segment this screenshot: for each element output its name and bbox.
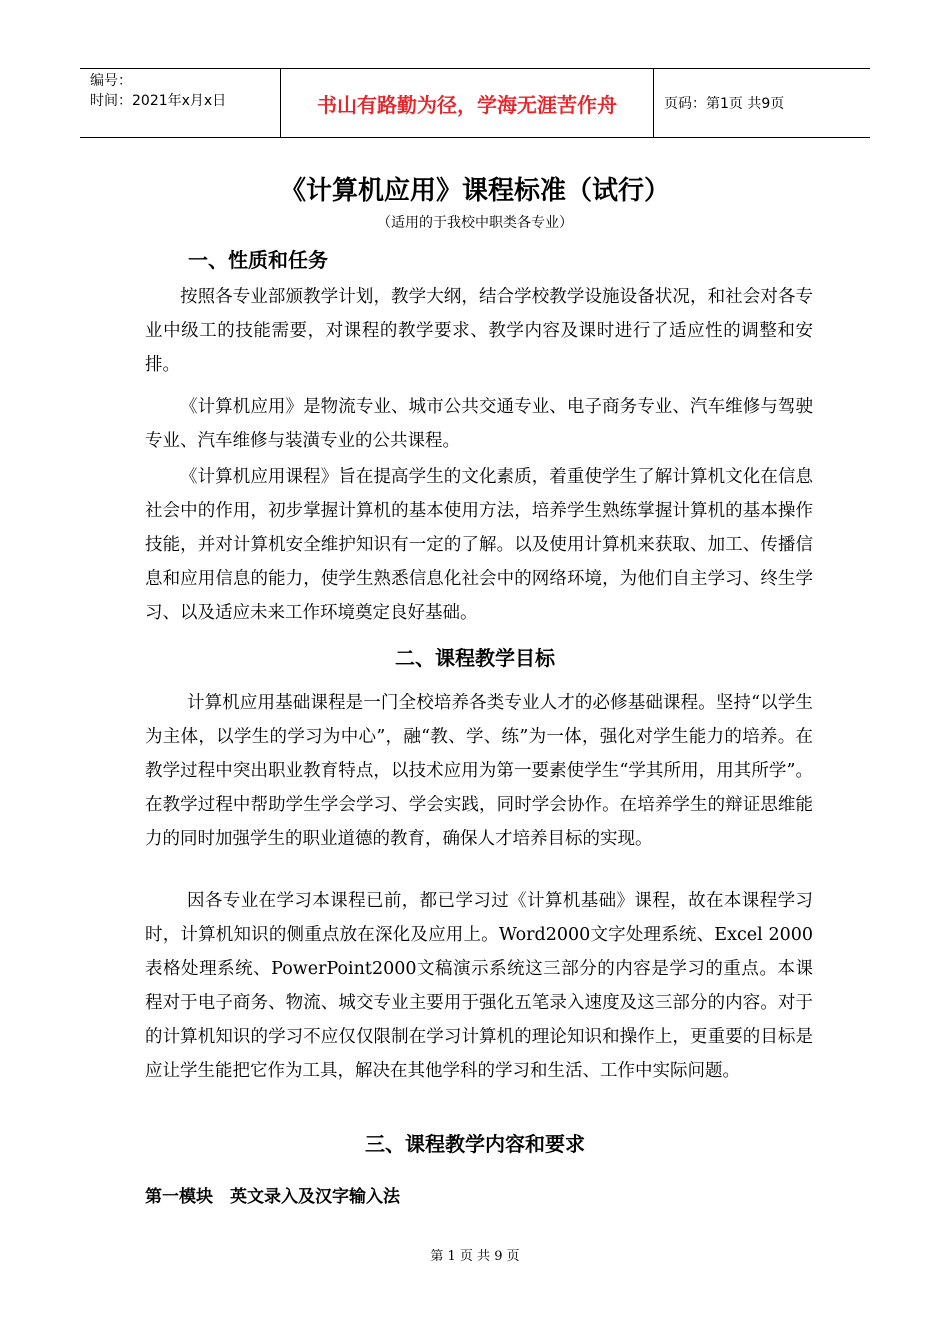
paragraph: 按照各专业部颁教学计划，教学大纲，结合学校教学设施设备状况，和社会对各专业中级工的技能需要，对课程的教学要求、教学内容及课时进行了适应性的调整和安排。 xyxy=(145,287,813,375)
paragraph: 因各专业在学习本课程已前，都已学习过《计算机基础》课程，故在本课程学习时，计算机知识的侧重点放在深化及应用上。Word2000文字处理系统、Excel 2000表格处理系统、PowerPoint2000文稿演示系统这三部分的内容是学习的重点。本课程对于电子商务、物流、城交专业主要用于强化五笔录入速度及这三部分的内容。对于的计算机知识的学习不应仅仅限制在学习计算机的理论知识和操作上，更重要的目标是应让学生能把它作为工具，解决在其他学科的学习和生活、工作中实际问题。 xyxy=(145,891,813,1081)
section-heading-1: 一、性质和任务 xyxy=(188,248,328,272)
document-subtitle: （适用的于我校中职类各专业） xyxy=(377,215,573,231)
page-footer: 第 1 页 共 9 页 xyxy=(430,1249,520,1264)
page-header xyxy=(80,68,870,138)
header-page-label: 页码：第1页 共9页 xyxy=(664,96,785,112)
header-meta xyxy=(80,69,280,137)
paragraph: 《计算机应用课程》旨在提高学生的文化素质，着重使学生了解计算机文化在信息社会中的作用，初步掌握计算机的基本使用方法，培养学生熟练掌握计算机的基本操作技能，并对计算机安全维护知识有一定的了解。以及使用计算机来获取、加工、传播信息和应用信息的能力，使学生熟悉信息化社会中的网络环境，为他们自主学习、终生学习、以及适应未来工作环境奠定良好基础。 xyxy=(145,467,813,623)
document-title: 《计算机应用》课程标准（试行） xyxy=(279,176,670,206)
section-heading-2: 二、课程教学目标 xyxy=(395,646,555,670)
header-motto: 书山有路勤为径，学海无涯苦作舟 xyxy=(280,69,654,137)
paragraph: 计算机应用基础课程是一门全校培养各类专业人才的必修基础课程。坚持“以学生为主体，以学生的学习为中心”，融“教、学、练”为一体，强化对学生能力的培养。在教学过程中突出职业教育特点，以技术应用为第一要素使学生“学其所用，用其所学”。在教学过程中帮助学生学会学习、学会实践，同时学会协作。在培养学生的辩证思维能力的同时加强学生的职业道德的教育，确保人才培养目标的实现。 xyxy=(145,693,813,849)
module-heading: 第一模块 英文录入及汉字输入法 xyxy=(145,1187,400,1207)
paragraph: 《计算机应用》是物流专业、城市公共交通专业、电子商务专业、汽车维修与驾驶专业、汽车维修与装潢专业的公共课程。 xyxy=(145,397,813,451)
section-heading-3: 三、课程教学内容和要求 xyxy=(365,1132,585,1156)
time-label: 时间：2021年x月x日 xyxy=(90,93,227,109)
number-label: 编号： xyxy=(90,73,132,89)
